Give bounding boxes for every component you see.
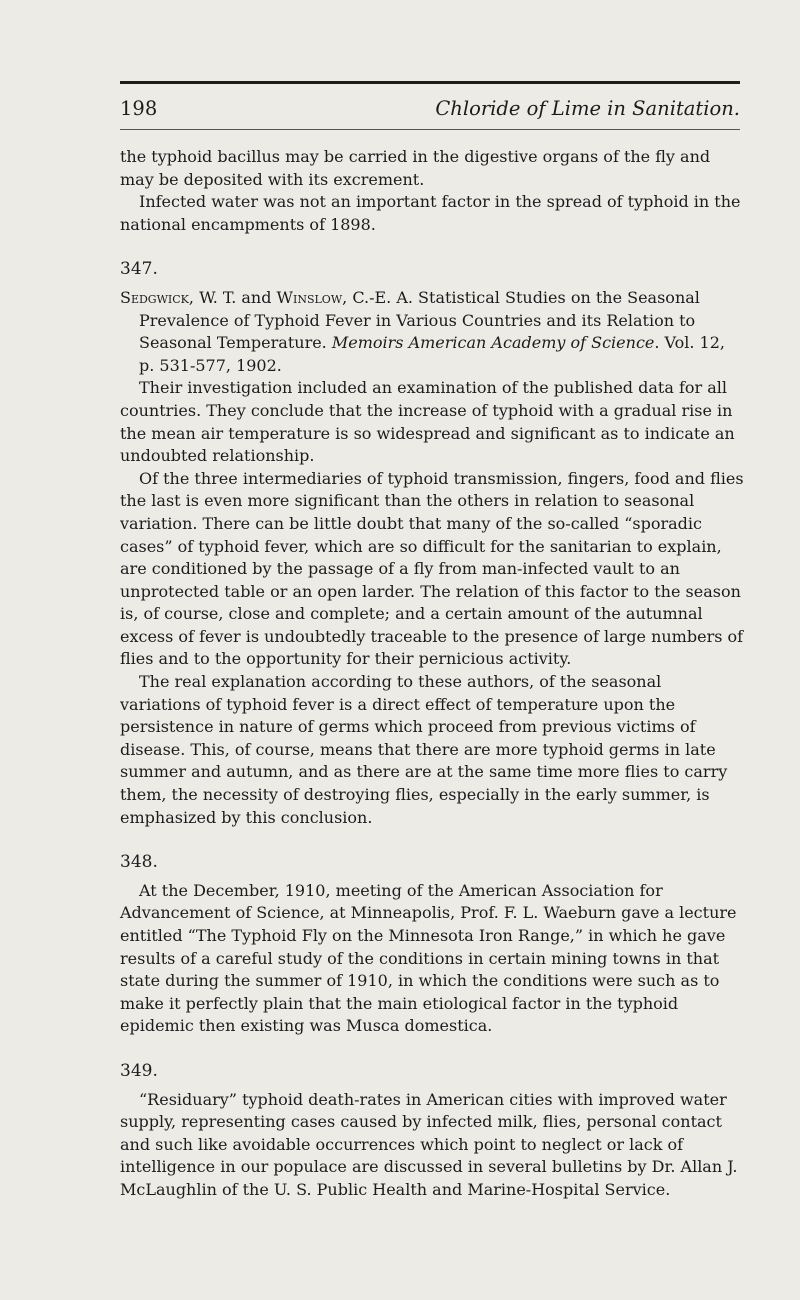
author-name: Winslow bbox=[276, 287, 343, 307]
reference-text: , W. T. and bbox=[188, 287, 277, 307]
page-body bbox=[120, 146, 744, 1202]
paragraph: Infected water was not an important factor in the spread of typhoid in the national encampments of 1898. bbox=[120, 192, 741, 234]
paragraph: Of the three intermediaries of typhoid transmission, fingers, food and flies the last is even more significant than the others in relation to seasonal variation. There can be little doubt that many of the so-called “sporadic cases” of typhoid fever, which are so difficult for the sanitarian to explain, are conditioned by the passage of a fly from man-infected vault to an unprotected table or an open larder. The relation of this factor to the season is, of course, close and complete; and a certain amount of the autumnal excess of fever is undoubtedly traceable to the presence of large numbers of flies and to the opportunity for their pernicious activity. bbox=[120, 468, 744, 669]
reference-text: . Vol. 12, p. 531-577, 1902. bbox=[139, 333, 725, 375]
paragraph: The real explanation according to these authors, of the seasonal variations of typhoid fever is a direct effect of temperature upon the persistence in nature of germs which proceed from previous victims of disease. This, of course, means that there are more typhoid germs in late summer and autumn, and as there are at the same time more flies to carry them, the necessity of destroying flies, especially in the early summer, is emphasized by this conclusion. bbox=[120, 672, 728, 827]
entry-number-348: 348. bbox=[120, 852, 158, 873]
page-header bbox=[120, 95, 740, 129]
continued-paragraph: the typhoid bacillus may be carried in the digestive organs of the fly and may be deposited with its excrement. bbox=[120, 147, 711, 189]
paragraph: Their investigation included an examination of the published data for all countries. They conclude that the increase of typhoid with a gradual rise in the mean air temperature is so widespread and significant as to indicate an undoubted relationship. bbox=[120, 378, 735, 466]
entry-number-347: 347. bbox=[120, 259, 158, 280]
entry-number-349: 349. bbox=[120, 1060, 158, 1081]
page-number: 198 bbox=[120, 97, 158, 120]
paragraph: “Residuary” typhoid death-rates in American cities with improved water supply, representing cases caused by infected milk, flies, personal contact and such like avoidable occurrences which point to neglect or lack of intelligence in our populace are discussed in several bulletins by Dr. Allan J. McLaughlin of the U. S. Public Health and Marine-Hospital Service. bbox=[120, 1089, 738, 1199]
reference-text: , C.-E. A. Statistical Studies on the Seasonal Prevalence of Typhoid Fever in Various Countries and its Relation to Seasonal Temperature. bbox=[139, 287, 700, 353]
journal-title: Memoirs American Academy of Science bbox=[331, 333, 655, 353]
author-name: Sedgwick bbox=[120, 287, 189, 307]
top-rule bbox=[120, 81, 740, 84]
reference-347 bbox=[120, 287, 744, 377]
header-rule bbox=[120, 129, 740, 130]
running-title: Chloride of Lime in Sanitation. bbox=[435, 97, 740, 120]
paragraph: At the December, 1910, meeting of the American Association for Advancement of Science, at Minneapolis, Prof. F. L. Waeburn gave a lecture entitled “The Typhoid Fly on the Minnesota Iron Range,” in which he gave results of a careful study of the conditions in certain mining towns in that state during the summer of 1910, in which the conditions were such as to make it perfectly plain that the main etiological factor in the typhoid epidemic then existing was Musca domestica. bbox=[120, 880, 737, 1036]
